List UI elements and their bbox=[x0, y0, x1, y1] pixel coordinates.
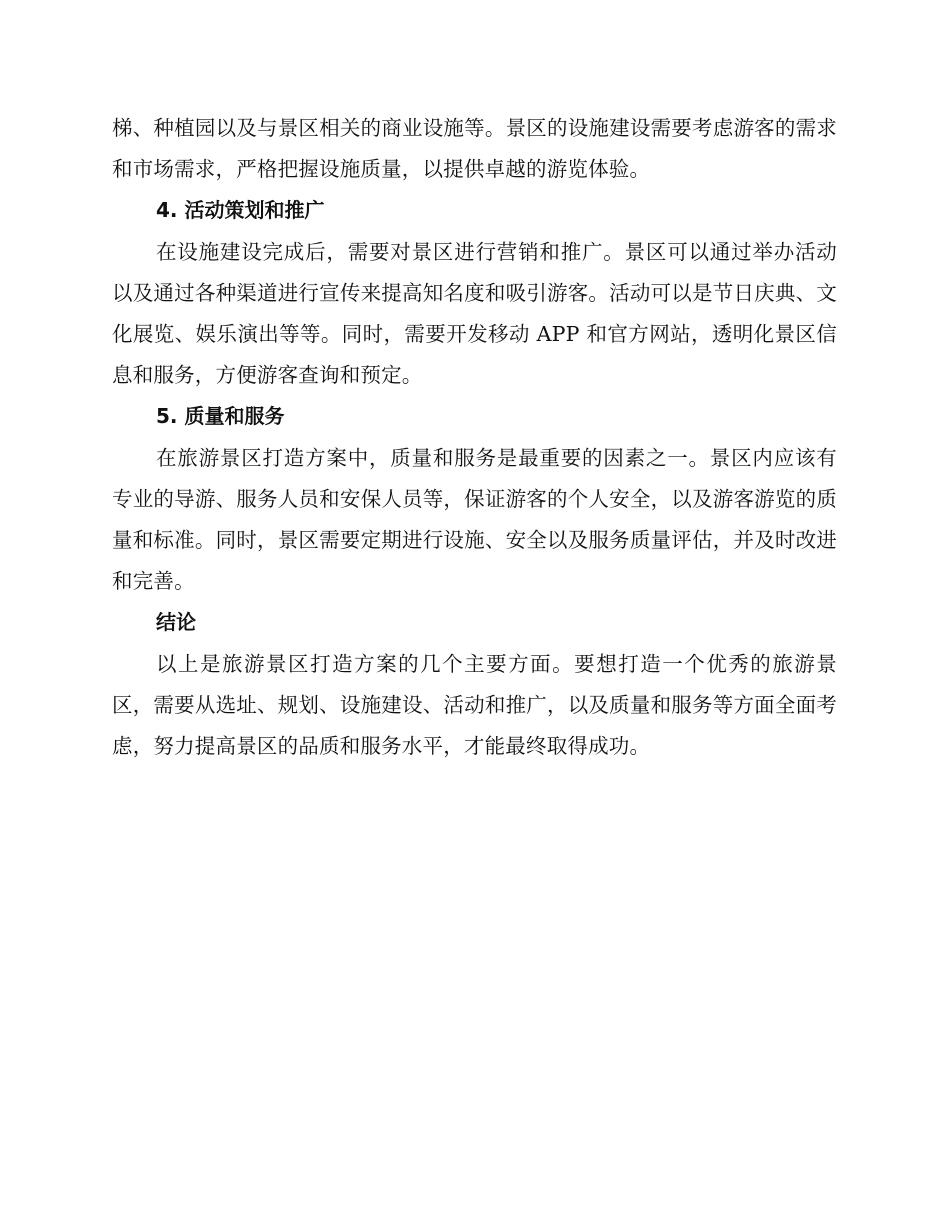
paragraph-facility-construction-continued: 梯、种植园以及与景区相关的商业设施等。景区的设施建设需要考虑游客的需求和市场需求，严格把握设施质量，以提供卓越的游览体验。 bbox=[112, 116, 837, 182]
section-heading-conclusion: 结论 bbox=[156, 610, 196, 635]
section-heading-activity-planning: 4. 活动策划和推广 bbox=[156, 198, 325, 223]
paragraph-quality-service: 在旅游景区打造方案中，质量和服务是最重要的因素之一。景区内应该有专业的导游、服务人员和安保人员等，保证游客的个人安全，以及游客游览的质量和标准。同时，景区需要定期进行设施、安全以及服务质量评估，并及时改进和完善。 bbox=[112, 445, 837, 594]
section-heading-quality-service: 5. 质量和服务 bbox=[156, 404, 285, 429]
document-body bbox=[112, 108, 837, 767]
paragraph-activity-planning: 在设施建设完成后，需要对景区进行营销和推广。景区可以通过举办活动以及通过各种渠道进行宣传来提高知名度和吸引游客。活动可以是节日庆典、文化展览、娱乐演出等等。同时，需要开发移动 APP 和官方网站，透明化景区信息和服务，方便游客查询和预定。 bbox=[112, 239, 837, 388]
paragraph-conclusion: 以上是旅游景区打造方案的几个主要方面。要想打造一个优秀的旅游景区，需要从选址、规划、设施建设、活动和推广，以及质量和服务等方面全面考虑，努力提高景区的品质和服务水平，才能最终取得成功。 bbox=[112, 651, 837, 759]
